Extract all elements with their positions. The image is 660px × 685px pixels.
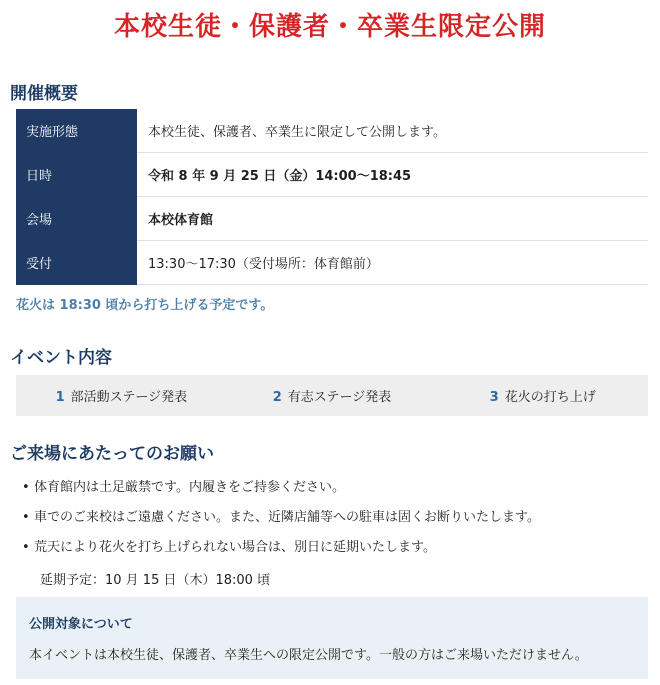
row-label-venue: 会場 <box>16 197 137 241</box>
table-row <box>16 241 648 285</box>
bullet-icon: • <box>22 540 30 555</box>
event-label: 花火の打ち上げ <box>504 390 596 405</box>
overview-heading: 開催概要 <box>10 84 78 104</box>
row-label-datetime: 日時 <box>16 153 137 197</box>
list-item <box>22 540 540 570</box>
page-title: 本校生徒・保護者・卒業生限定公開 <box>113 12 546 42</box>
notice-title: 公開対象について <box>29 617 133 632</box>
row-label-reception: 受付 <box>16 241 137 285</box>
row-value-reception: 13:30〜17:30（受付場所：体育館前） <box>137 241 648 285</box>
table-row <box>16 197 648 241</box>
event-number: 1 <box>55 390 65 405</box>
row-value-datetime: 令和 8 年 9 月 25 日（金）14:00〜18:45 <box>137 153 648 197</box>
fireworks-note: 花火は 18:30 頃から打ち上げる予定です。 <box>16 298 274 313</box>
event-item-volunteer-stage <box>227 386 438 405</box>
requests-list <box>22 480 540 570</box>
event-label: 部活動ステージ発表 <box>70 390 188 405</box>
row-label-format: 実施形態 <box>16 109 137 153</box>
notice-box <box>16 597 648 679</box>
overview-table <box>16 109 648 285</box>
request-text: 車でのご来校はご遠慮ください。また、近隣店舗等への駐車は固くお断りいたします。 <box>34 510 540 525</box>
event-label: 有志ステージ発表 <box>287 390 392 405</box>
request-text: 体育館内は土足厳禁です。内履きをご持参ください。 <box>34 480 345 495</box>
event-number: 2 <box>272 390 282 405</box>
table-row <box>16 153 648 197</box>
bullet-icon: • <box>22 510 30 525</box>
bullet-icon: • <box>22 480 30 495</box>
list-item <box>22 510 540 540</box>
row-value-venue: 本校体育館 <box>137 197 648 241</box>
event-list <box>16 375 648 416</box>
requests-heading: ご来場にあたってのお願い <box>10 444 214 464</box>
event-item-club-stage <box>16 386 227 405</box>
table-row <box>16 109 648 153</box>
event-item-fireworks <box>437 386 648 405</box>
row-value-format: 本校生徒、保護者、卒業生に限定して公開します。 <box>137 109 648 153</box>
notice-text: 本イベントは本校生徒、保護者、卒業生への限定公開です。一般の方はご来場いただけません。 <box>29 648 588 663</box>
list-item <box>22 480 540 510</box>
event-number: 3 <box>489 390 499 405</box>
postpone-date: 延期予定：10 月 15 日（木）18:00 頃 <box>40 573 271 588</box>
request-text: 荒天により花火を打ち上げられない場合は、別日に延期いたします。 <box>34 540 436 555</box>
events-heading: イベント内容 <box>10 348 112 368</box>
